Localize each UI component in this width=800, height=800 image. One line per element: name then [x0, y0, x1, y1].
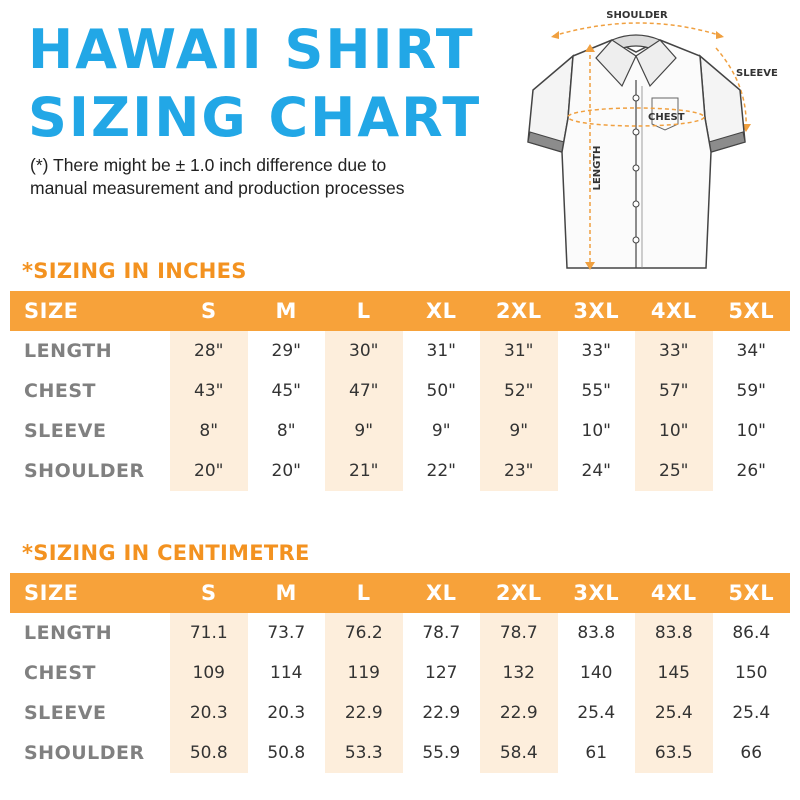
sizing-table-centimetre [10, 573, 790, 773]
measurement-row-label: CHEST [24, 662, 96, 684]
size-column-header: L [325, 573, 403, 613]
measurement-value-cell: 50" [426, 381, 456, 401]
table-row [10, 733, 790, 773]
section-title-centimetre: *SIZING IN CENTIMETRE [22, 541, 310, 565]
measurement-value-cell: 58.4 [480, 733, 558, 773]
measurement-value-cell: 50.8 [267, 743, 306, 763]
measurement-value-cell: 34" [736, 341, 766, 361]
shoulder-arrow-left [551, 31, 559, 39]
measurement-value-cell: 52" [480, 371, 558, 411]
measurement-value-cell: 76.2 [325, 613, 403, 653]
measurement-value-cell: 28" [170, 331, 248, 371]
measurement-value-cell: 59" [736, 381, 766, 401]
measurement-value-cell: 22.9 [325, 693, 403, 733]
size-column-header: S [170, 291, 248, 331]
size-column-header: 3XL [558, 291, 636, 331]
measurement-value-cell: 127 [425, 663, 458, 683]
measurement-value-cell: 33" [581, 341, 611, 361]
page-title-line-2: SIZING CHART [28, 86, 482, 149]
measurement-value-cell: 25.4 [732, 703, 771, 723]
measurement-value-cell: 31" [480, 331, 558, 371]
sleeve-label: SLEEVE [736, 68, 778, 79]
size-header-label: SIZE [10, 291, 170, 331]
table-header-row [10, 291, 790, 331]
measurement-row-label: SHOULDER [24, 460, 145, 482]
measurement-value-cell: 45" [271, 381, 301, 401]
table-row [10, 411, 790, 451]
chest-label: CHEST [648, 112, 685, 123]
measurement-value-cell: 109 [170, 653, 248, 693]
shirt-button [633, 95, 639, 101]
measurement-value-cell: 66 [740, 743, 763, 763]
measurement-value-cell: 25.4 [577, 703, 616, 723]
table-row [10, 371, 790, 411]
measurement-value-cell: 61 [585, 743, 608, 763]
shirt-button [633, 237, 639, 243]
measurement-value-cell: 53.3 [325, 733, 403, 773]
measurement-value-cell: 22.9 [480, 693, 558, 733]
measurement-row-label: LENGTH [24, 622, 113, 644]
measurement-value-cell: 10" [635, 411, 713, 451]
measurement-row-label: SLEEVE [24, 702, 107, 724]
length-label: LENGTH [592, 145, 603, 191]
measurement-value-cell: 55.9 [422, 743, 461, 763]
size-column-header: 2XL [480, 291, 558, 331]
measurement-value-cell: 83.8 [635, 613, 713, 653]
measurement-value-cell: 9" [431, 421, 451, 441]
measurement-value-cell: 33" [635, 331, 713, 371]
measurement-value-cell: 9" [480, 411, 558, 451]
measurement-value-cell: 150 [735, 663, 768, 683]
measurement-value-cell: 31" [426, 341, 456, 361]
measurement-value-cell: 71.1 [170, 613, 248, 653]
measurement-value-cell: 132 [480, 653, 558, 693]
size-column-header: 4XL [635, 573, 713, 613]
measurement-value-cell: 10" [736, 421, 766, 441]
measurement-value-cell: 55" [581, 381, 611, 401]
measurement-value-cell: 21" [325, 451, 403, 491]
table-row [10, 331, 790, 371]
size-column-header: L [325, 291, 403, 331]
measurement-value-cell: 25" [635, 451, 713, 491]
measurement-value-cell: 86.4 [732, 623, 771, 643]
size-header-label: SIZE [10, 573, 170, 613]
measurement-value-cell: 145 [635, 653, 713, 693]
measurement-value-cell: 9" [325, 411, 403, 451]
measurement-note-line-2: manual measurement and production processes [30, 178, 405, 198]
size-column-header: 2XL [480, 573, 558, 613]
measurement-row-label: CHEST [24, 380, 96, 402]
measurement-note [30, 154, 405, 200]
measurement-row-label: SLEEVE [24, 420, 107, 442]
measurement-value-cell: 43" [170, 371, 248, 411]
measurement-value-cell: 29" [271, 341, 301, 361]
measurement-value-cell: 47" [325, 371, 403, 411]
shoulder-arrow-right [716, 31, 724, 39]
sizing-table-inches [10, 291, 790, 491]
measurement-value-cell: 78.7 [480, 613, 558, 653]
measurement-note-line-1: (*) There might be ± 1.0 inch difference due to [30, 155, 387, 175]
shirt-measurement-diagram [520, 4, 778, 284]
table-row [10, 451, 790, 491]
table-header-row [10, 573, 790, 613]
size-column-header: 5XL [713, 291, 791, 331]
measurement-value-cell: 20" [271, 461, 301, 481]
measurement-value-cell: 78.7 [422, 623, 461, 643]
measurement-value-cell: 114 [270, 663, 303, 683]
size-column-header: 4XL [635, 291, 713, 331]
size-column-header: M [248, 573, 326, 613]
measurement-row-label: SHOULDER [24, 742, 145, 764]
table-row [10, 613, 790, 653]
measurement-value-cell: 63.5 [635, 733, 713, 773]
measurement-value-cell: 30" [325, 331, 403, 371]
measurement-value-cell: 25.4 [635, 693, 713, 733]
size-column-header: M [248, 291, 326, 331]
table-row [10, 693, 790, 733]
section-title-inches: *SIZING IN INCHES [22, 259, 247, 283]
size-column-header: XL [403, 291, 481, 331]
measurement-value-cell: 8" [276, 421, 296, 441]
shoulder-label: SHOULDER [606, 10, 668, 21]
measurement-value-cell: 83.8 [577, 623, 616, 643]
measurement-value-cell: 24" [581, 461, 611, 481]
measurement-value-cell: 140 [580, 663, 613, 683]
measurement-value-cell: 119 [325, 653, 403, 693]
measurement-value-cell: 73.7 [267, 623, 306, 643]
page-title-line-1: HAWAII SHIRT [28, 18, 475, 81]
size-column-header: 3XL [558, 573, 636, 613]
size-column-header: XL [403, 573, 481, 613]
measurement-value-cell: 20.3 [170, 693, 248, 733]
measurement-value-cell: 23" [480, 451, 558, 491]
shoulder-measure-arc [553, 23, 722, 36]
measurement-value-cell: 57" [635, 371, 713, 411]
shirt-button [633, 165, 639, 171]
measurement-value-cell: 20.3 [267, 703, 306, 723]
table-row [10, 653, 790, 693]
measurement-value-cell: 50.8 [170, 733, 248, 773]
measurement-value-cell: 22.9 [422, 703, 461, 723]
shirt-button [633, 129, 639, 135]
measurement-value-cell: 22" [426, 461, 456, 481]
measurement-value-cell: 8" [170, 411, 248, 451]
measurement-value-cell: 20" [170, 451, 248, 491]
measurement-value-cell: 26" [736, 461, 766, 481]
measurement-value-cell: 10" [581, 421, 611, 441]
size-column-header: 5XL [713, 573, 791, 613]
size-column-header: S [170, 573, 248, 613]
shirt-button [633, 201, 639, 207]
measurement-row-label: LENGTH [24, 340, 113, 362]
